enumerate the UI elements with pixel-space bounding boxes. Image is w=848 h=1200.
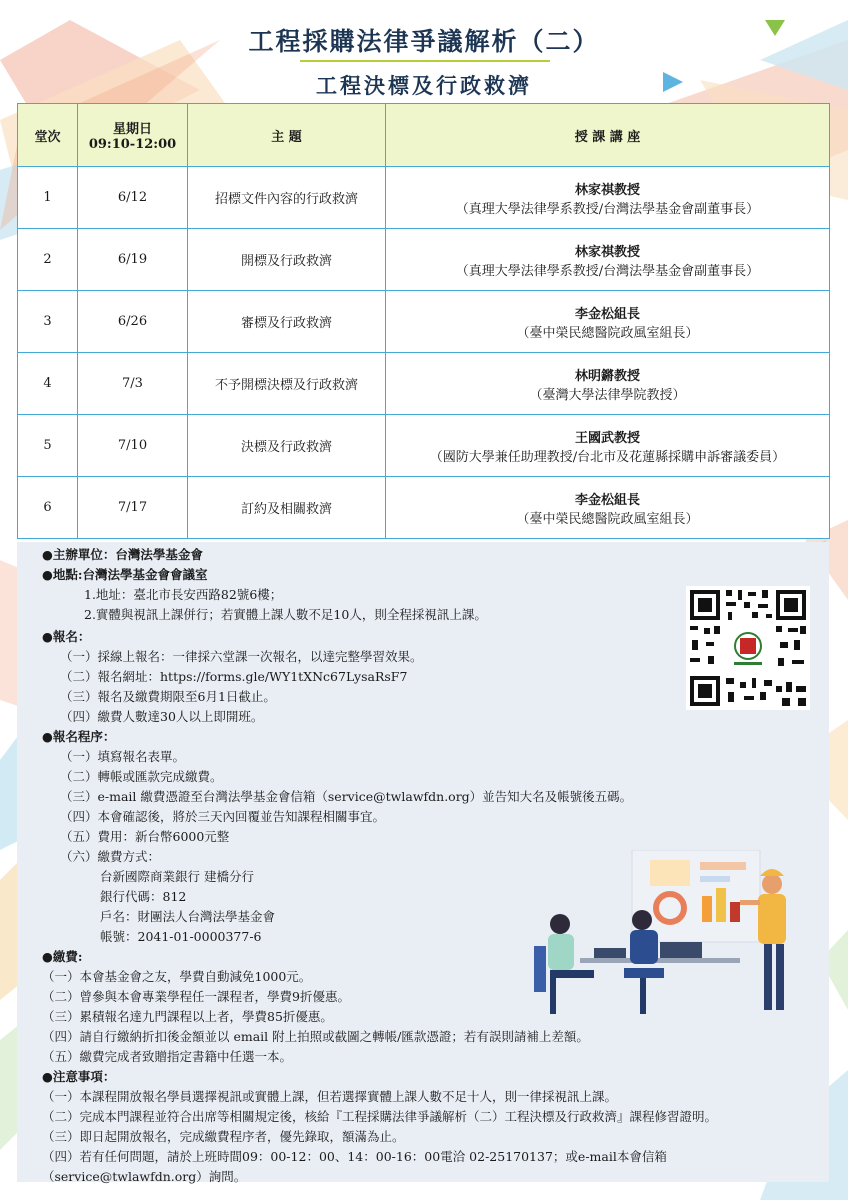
- cell-lecturer: [386, 229, 830, 291]
- team-illustration: [520, 850, 810, 1020]
- note-item: （二）完成本門課程並符合出席等相關規定後，核給『工程採購法律爭議解析（二）工程決標及行政救濟』課程修習證明。: [42, 1109, 718, 1124]
- title-underline: [300, 60, 550, 62]
- cell-date: 6/12: [78, 167, 188, 229]
- cell-topic: 招標文件內容的行政救濟: [188, 167, 386, 229]
- procedure-item: （二）轉帳或匯款完成繳費。: [60, 769, 223, 784]
- lecturer-affiliation: （臺灣大學法律學院教授）: [529, 387, 686, 403]
- table-header-row: [18, 104, 830, 167]
- procedure-heading: ●報名程序：: [42, 729, 116, 744]
- note-item: （三）即日起開放報名，完成繳費程序者，優先錄取，額滿為止。: [42, 1129, 405, 1144]
- notes-heading: ●注意事項：: [42, 1069, 116, 1084]
- lecturer-affiliation: （國防大學兼任助理教授/台北市及花蓮縣採購申訴審議委員）: [429, 449, 786, 465]
- table-row: [18, 415, 830, 477]
- procedure-item: （四）本會確認後，將於三天內回覆並告知課程相關事宜。: [60, 809, 386, 824]
- lecturer-name: 王國武教授: [574, 430, 640, 446]
- registration-item: （一）採線上報名：一律採六堂課一次報名，以達完整學習效果。: [60, 649, 423, 664]
- header-date-time: 09:10-12:00: [88, 137, 177, 152]
- cell-topic: 審標及行政救濟: [188, 291, 386, 353]
- lecturer-affiliation: （真理大學法律學系教授/台灣法學基金會副董事長）: [455, 201, 760, 217]
- procedure-item: （一）填寫報名表單。: [60, 749, 186, 764]
- lecturer-name: 林家祺教授: [574, 182, 640, 198]
- cell-topic: 不予開標決標及行政救濟: [188, 353, 386, 415]
- table-row: [18, 229, 830, 291]
- cell-session: 6: [18, 477, 78, 539]
- cell-date: 7/3: [78, 353, 188, 415]
- lecturer-name: 林明鏘教授: [574, 368, 640, 384]
- fee-heading: ●繳費:: [42, 949, 83, 964]
- location-address: 1.地址：臺北市長安西路82號6樓；: [84, 587, 283, 602]
- page-title: 工程採購法律爭議解析（二）: [248, 27, 600, 56]
- account-holder: 戶名：財團法人台灣法學基金會: [100, 909, 276, 924]
- cell-date: 6/19: [78, 229, 188, 291]
- cell-lecturer: [386, 167, 830, 229]
- header-lecturer: 授 課 講 座: [386, 104, 830, 167]
- header-topic: 主 題: [188, 104, 386, 167]
- header-date-day: 星期日: [112, 122, 152, 137]
- cell-date: 7/10: [78, 415, 188, 477]
- cell-session: 1: [18, 167, 78, 229]
- procedure-item: （三）e-mail 繳費憑證至台灣法學基金會信箱（service@twlawfdn.org）並告知大名及帳號後五碼。: [60, 789, 633, 804]
- fee-item: （二）曾參與本會專業學程任一課程者，學費9折優惠。: [42, 989, 350, 1004]
- bank-name: 台新國際商業銀行 建橋分行: [100, 869, 254, 884]
- cell-session: 3: [18, 291, 78, 353]
- cell-date: 6/26: [78, 291, 188, 353]
- cell-session: 4: [18, 353, 78, 415]
- fee-item: （一）本會基金會之友，學費自動減免1000元。: [42, 969, 312, 984]
- location-heading: ●地點:台灣法學基金會會議室: [42, 567, 208, 582]
- cell-topic: 訂約及相關救濟: [188, 477, 386, 539]
- lecturer-affiliation: （臺中榮民總醫院政風室組長）: [516, 325, 699, 341]
- procedure-item: （六）繳費方式：: [60, 849, 161, 864]
- registration-item: （四）繳費人數達30人以上即開班。: [60, 709, 264, 724]
- note-item: （service@twlawfdn.org）詢問。: [42, 1169, 247, 1184]
- bank-code: 銀行代碼：812: [100, 889, 187, 904]
- header-session: 堂次: [18, 104, 78, 167]
- fee-item: （五）繳費完成者致贈指定書籍中任選一本。: [42, 1049, 293, 1064]
- note-item: （四）若有任何問題，請於上班時間09：00-12：00、14：00-16：00電洽 02-25170137；或e-mail本會信箱: [42, 1149, 667, 1164]
- cell-session: 2: [18, 229, 78, 291]
- note-item: （一）本課程開放報名學員選擇視訊或實體上課，但若選擇實體上課人數不足十人，則一律採視訊上課。: [42, 1089, 618, 1104]
- qr-code-icon[interactable]: [686, 586, 810, 710]
- registration-url[interactable]: （二）報名網址：https://forms.gle/WY1tXNc67LysaRsF7: [60, 669, 408, 684]
- table-row: [18, 477, 830, 539]
- table-row: [18, 353, 830, 415]
- lecturer-name: 林家祺教授: [574, 244, 640, 260]
- fee-item: （三）累積報名達九門課程以上者，學費85折優惠。: [42, 1009, 333, 1024]
- location-mode: 2.實體與視訊上課併行；若實體上課人數不足10人，則全程採視訊上課。: [84, 607, 487, 622]
- organizer: ●主辦單位：台灣法學基金會: [42, 547, 203, 562]
- procedure-item: （五）費用：新台幣6000元整: [60, 829, 230, 844]
- cell-topic: 開標及行政救濟: [188, 229, 386, 291]
- header-date: [78, 104, 188, 167]
- course-schedule-table: [17, 103, 830, 539]
- cell-session: 5: [18, 415, 78, 477]
- cell-lecturer: [386, 353, 830, 415]
- registration-heading: ●報名：: [42, 629, 91, 644]
- lecturer-affiliation: （臺中榮民總醫院政風室組長）: [516, 511, 699, 527]
- lecturer-name: 李金松組長: [574, 492, 640, 508]
- lecturer-affiliation: （真理大學法律學系教授/台灣法學基金會副董事長）: [455, 263, 760, 279]
- cell-lecturer: [386, 415, 830, 477]
- lecturer-name: 李金松組長: [574, 306, 640, 322]
- cell-lecturer: [386, 477, 830, 539]
- table-row: [18, 291, 830, 353]
- table-row: [18, 167, 830, 229]
- cell-lecturer: [386, 291, 830, 353]
- cell-topic: 決標及行政救濟: [188, 415, 386, 477]
- registration-item: （三）報名及繳費期限至6月1日截止。: [60, 689, 276, 704]
- account-number: 帳號：2041-01-0000377-6: [100, 929, 262, 944]
- cell-date: 7/17: [78, 477, 188, 539]
- page-subtitle: 工程決標及行政救濟: [316, 74, 532, 98]
- fee-item: （四）請自行繳納折扣後金額並以 email 附上拍照或截圖之轉帳/匯款憑證；若有誤則請補上差額。: [42, 1029, 589, 1044]
